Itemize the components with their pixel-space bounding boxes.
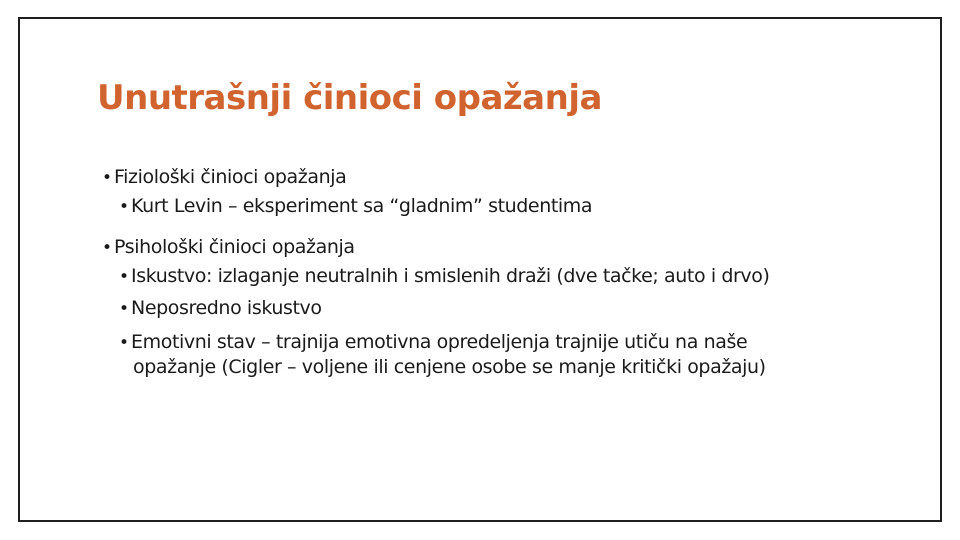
bullet-item-label: Psihološki činioci opažanja [114,236,355,258]
bullet-icon: • [119,333,129,353]
sub-bullet-item-label: Emotivni stav – trajnija emotivna opredeljenja trajnije utiču na naše [131,331,748,353]
bullet-icon: • [119,299,129,319]
bullet-icon: • [119,267,129,287]
bullet-icon: • [102,238,112,258]
sub-bullet-item-label: Kurt Levin – eksperiment sa “gladnim” studentima [131,195,593,217]
sub-bullet-item-label: Neposredno iskustvo [131,297,322,319]
bullet-item-label: Fiziološki činioci opažanja [114,166,347,188]
sub-bullet-item-levin [119,195,592,217]
sub-bullet-item-continuation: opažanje (Cigler – voljene ili cenjene osobe se manje kritički opažaju) [133,356,766,378]
sub-bullet-item-experience [119,265,770,287]
slide-title: Unutrašnji činioci opažanja [97,78,602,118]
bullet-icon: • [102,168,112,188]
sub-bullet-item-label: Iskustvo: izlaganje neutralnih i smislenih draži (dve tačke; auto i drvo) [131,265,770,287]
bullet-icon: • [119,197,129,217]
sub-bullet-item-direct-experience [119,297,322,319]
bullet-item-psychological [102,236,355,258]
sub-bullet-item-emotional-attitude [119,331,747,353]
bullet-item-physiological [102,166,346,188]
